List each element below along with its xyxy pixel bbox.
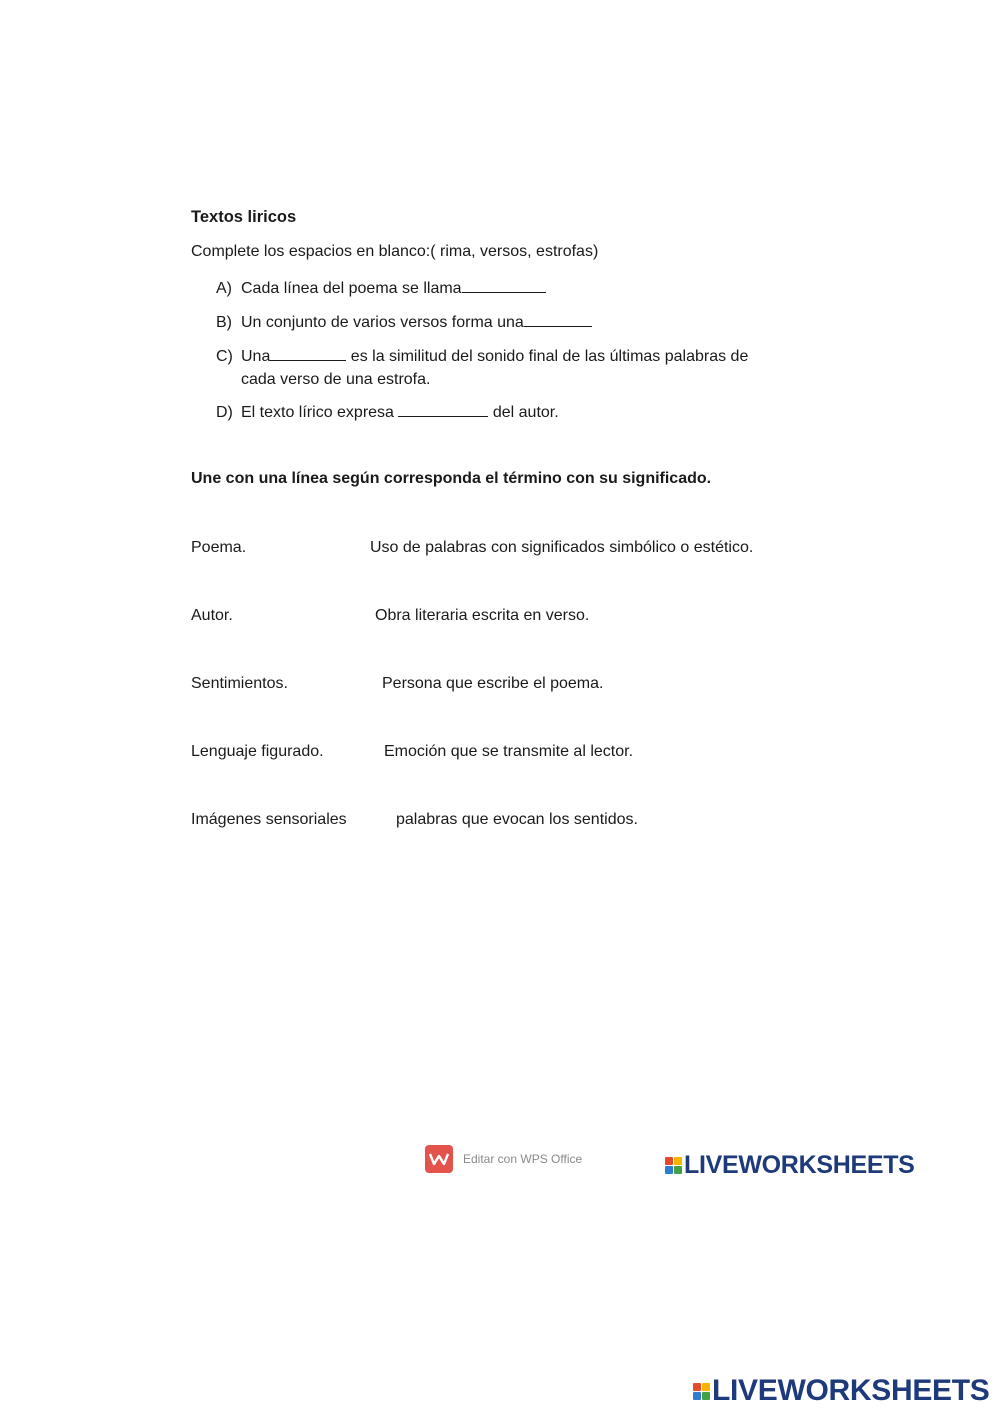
match-section-title: Une con una línea según corresponda el término con su significado. [191,470,712,487]
item-letter: B) [216,314,232,331]
footer-logo-text: LIVEWORKSHEETS [712,1374,990,1407]
match-meaning[interactable]: Emoción que se transmite al lector. [384,743,634,760]
liveworksheets-logo-icon [665,1157,682,1174]
item-letter: C) [216,348,233,365]
answer-blank[interactable] [524,312,592,327]
wps-logo-icon [425,1145,453,1173]
item-letter: D) [216,404,233,421]
answer-blank[interactable] [270,346,346,361]
item-text-after: del autor. [488,404,559,421]
item-letter: A) [216,280,232,297]
match-meaning[interactable]: Obra literaria escrita en verso. [375,607,590,624]
match-meaning[interactable]: palabras que evocan los sentidos. [396,811,638,828]
match-term[interactable]: Poema. [191,539,247,556]
match-meaning[interactable]: Uso de palabras con significados simbólico o estético. [370,539,754,556]
match-term[interactable]: Sentimientos. [191,675,288,692]
item-text: Un conjunto de varios versos forma una [241,314,524,331]
item-text: Cada línea del poema se llama [241,280,462,297]
match-term[interactable]: Imágenes sensoriales [191,811,347,828]
match-term[interactable]: Lenguaje figurado. [191,743,324,760]
item-text-after: es la similitud del sonido final de las últimas palabras de cada verso de una estrofa. [241,348,749,388]
wps-label: Editar con WPS Office [463,1152,583,1166]
answer-blank[interactable] [462,278,546,293]
instruction-text: Complete los espacios en blanco:( rima, versos, estrofas) [191,243,599,260]
page-title: Textos liricos [191,208,297,226]
item-text: El texto lírico expresa [241,404,399,421]
answer-blank[interactable] [398,402,488,417]
match-term[interactable]: Autor. [191,607,233,624]
wps-edit-link[interactable] [425,1145,582,1173]
liveworksheets-logo [665,1151,915,1180]
liveworksheets-logo-icon [693,1383,710,1400]
liveworksheets-footer-logo [693,1374,990,1408]
item-text: Una [241,348,271,365]
logo-text: LIVEWORKSHEETS [684,1151,915,1179]
match-meaning[interactable]: Persona que escribe el poema. [382,675,604,692]
